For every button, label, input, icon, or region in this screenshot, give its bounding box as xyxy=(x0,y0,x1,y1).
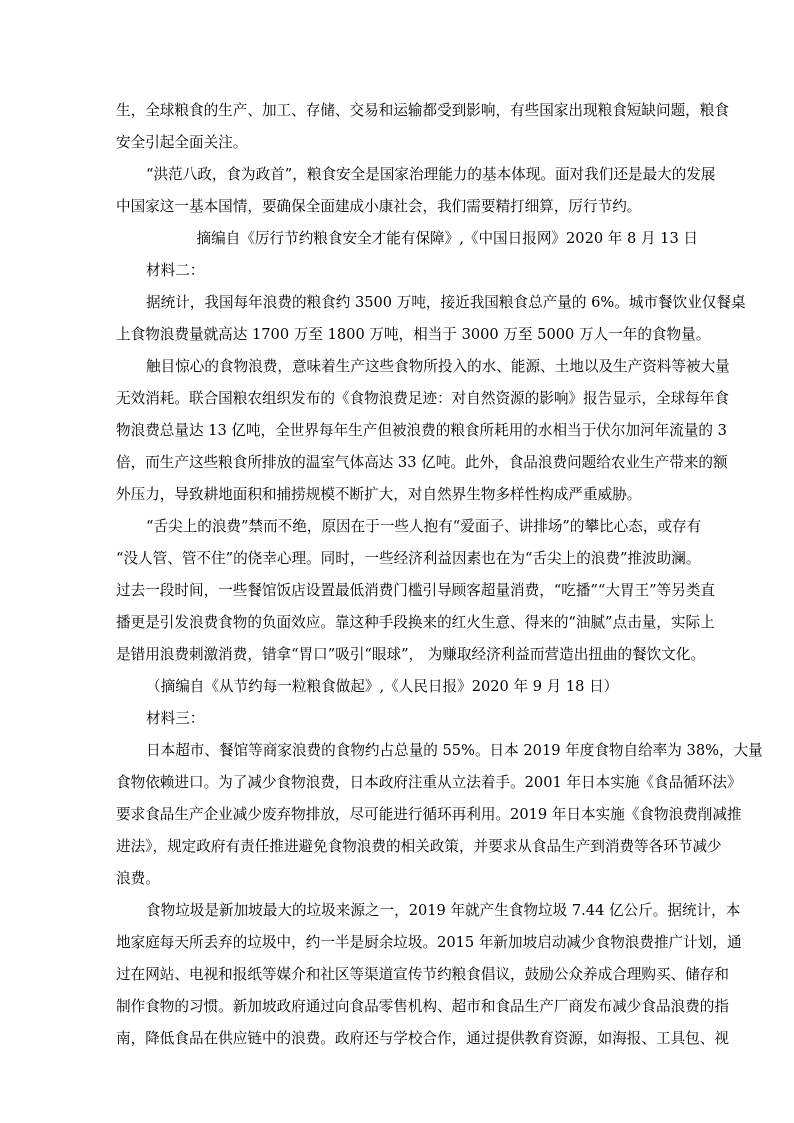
text-line: 是错用浪费刺激消费，错拿“胃口”吸引“眼球”， 为赚取经济利益而营造出扭曲的餐饮文化。 xyxy=(116,646,706,663)
source-citation: 摘编自《厉行节约粮食安全才能有保障》,《中国日报网》2020 年 8 月 13 日 xyxy=(196,230,698,247)
text-line: “舌尖上的浪费”禁而不绝，原因在于一些人抱有“爱面子、讲排场”的攀比心态，或存有 xyxy=(146,518,702,535)
text-line: 播更是引发浪费食物的负面效应。靠这种手段换来的红火生意、得来的“油腻”点击量，实际上 xyxy=(116,614,715,631)
source-citation: （摘编自《从节约每一粒粮食做起》,《人民日报》2020 年 9 月 18 日） xyxy=(146,678,619,695)
text-line: 中国家这一基本国情，要确保全面建成小康社会，我们需要精打细算，厉行节约。 xyxy=(116,198,642,215)
text-line: “没人管、管不住”的侥幸心理。同时，一些经济利益因素也在为“舌尖上的浪费”推波助澜。 xyxy=(116,550,701,567)
text-line: 生，全球粮食的生产、加工、存储、交易和运输都受到影响，有些国家出现粮食短缺问题，粮食 xyxy=(116,102,729,119)
text-line: 进法》，规定政府有责任推进避免食物浪费的相关政策，并要求从食品生产到消费等各环节减少 xyxy=(116,838,722,855)
text-line: “洪范八政，食为政首”，粮食安全是国家治理能力的基本体现。面对我们还是最大的发展 xyxy=(146,166,716,183)
text-line: 物浪费总量达 13 亿吨，全世界每年生产但被浪费的粮食所耗用的水相当于伏尔加河年流量的 3 xyxy=(116,422,727,439)
text-line: 南，降低食品在供应链中的浪费。政府还与学校合作，通过提供教育资源，如海报、工具包、视 xyxy=(116,1030,729,1047)
text-line: 过去一段时间，一些餐馆饭店设置最低消费门槛引导顾客超量消费，“吃播”“大胃王”等另类直 xyxy=(116,582,716,599)
text-line: 外压力，导致耕地面积和捕捞规模不断扩大，对自然界生物多样性构成严重威胁。 xyxy=(116,486,642,503)
section-heading: 材料三： xyxy=(146,710,205,727)
text-line: 要求食品生产企业减少废弃物排放，尽可能进行循环再利用。2019 年日本实施《食物浪费削减推 xyxy=(116,806,742,823)
text-line: 倍，而生产这些粮食所排放的温室气体高达 33 亿吨。此外，食品浪费问题给农业生产带来的额 xyxy=(116,454,728,471)
text-line: 上食物浪费量就高达 1700 万至 1800 万吨，相当于 3000 万至 5000 万人一年的食物量。 xyxy=(116,326,711,343)
text-line: 地家庭每天所丢弃的垃圾中，约一半是厨余垃圾。2015 年新加坡启动减少食物浪费推广计划，通 xyxy=(116,934,742,951)
text-line: 浪费。 xyxy=(116,870,160,887)
text-line: 据统计，我国每年浪费的粮食约 3500 万吨，接近我国粮食总产量的 6%。城市餐饮业仅餐桌 xyxy=(146,294,746,311)
section-heading: 材料二： xyxy=(146,262,205,279)
text-line: 无效消耗。联合国粮农组织发布的《食物浪费足迹：对自然资源的影响》报告显示，全球每年食 xyxy=(116,390,729,407)
text-line: 制作食物的习惯。新加坡政府通过向食品零售机构、超市和食品生产厂商发布减少食品浪费的指 xyxy=(116,998,729,1015)
text-line: 安全引起全面关注。 xyxy=(116,134,248,151)
text-line: 日本超市、餐馆等商家浪费的食物约占总量的 55%。日本 2019 年度食物自给率为 38%，大量 xyxy=(146,742,763,759)
text-line: 触目惊心的食物浪费，意味着生产这些食物所投入的水、能源、土地以及生产资料等被大量 xyxy=(146,358,730,375)
text-line: 食物垃圾是新加坡最大的垃圾来源之一，2019 年就产生食物垃圾 7.44 亿公斤。据统计，本 xyxy=(146,902,741,919)
text-line: 过在网站、电视和报纸等媒介和社区等渠道宣传节约粮食倡议，鼓励公众养成合理购买、储存和 xyxy=(116,966,729,983)
text-line: 食物依赖进口。为了减少食物浪费，日本政府注重从立法着手。2001 年日本实施《食品循环法》 xyxy=(116,774,742,791)
